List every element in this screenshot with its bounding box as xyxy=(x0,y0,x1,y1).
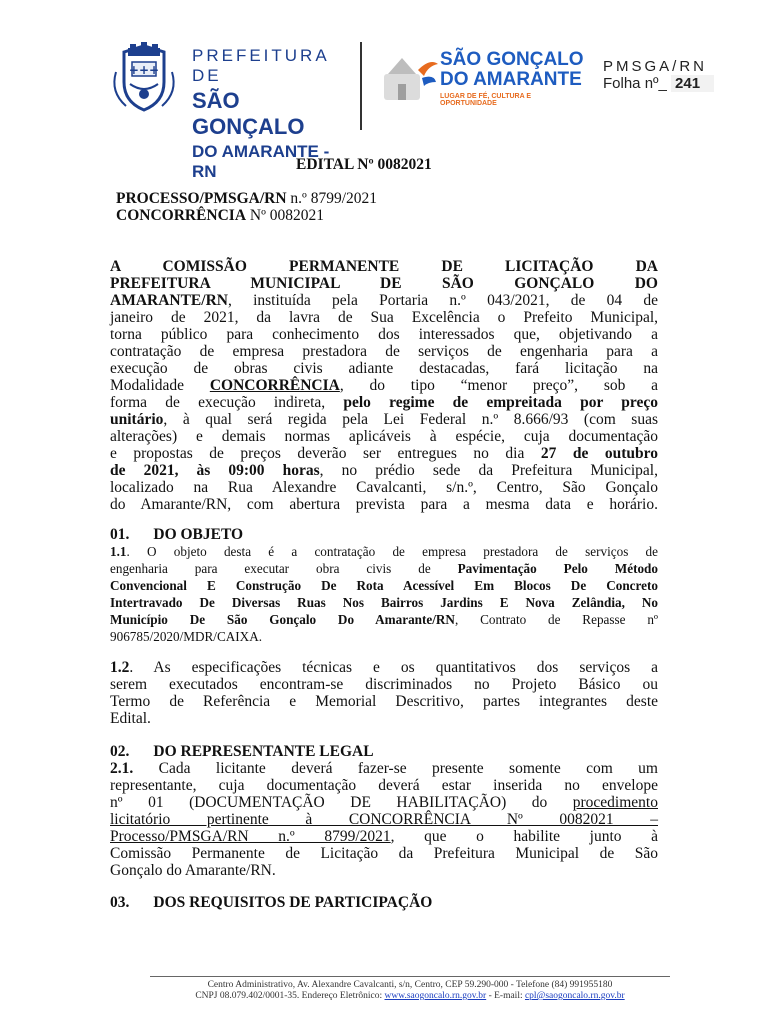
footer-website-link[interactable]: www.saogoncalo.rn.gov.br xyxy=(384,991,487,1001)
p11-line: 906785/2020/MDR/CAIXA. xyxy=(110,629,263,644)
concorrencia-value: Nº 0082021 xyxy=(246,207,325,224)
intro-line: do Amarante/RN, com abertura prevista para a mesma data e horário. xyxy=(110,496,658,513)
intro-bold-text: CONCORRÊNCIA xyxy=(209,377,340,394)
edital-title: EDITAL Nº 0082021 xyxy=(296,156,432,173)
intro-line xyxy=(110,462,658,479)
city-brand-wordmark xyxy=(440,50,585,107)
p21-text: , que o habilite junto à xyxy=(390,828,659,845)
prefeitura-line-2: SÃO GONÇALO xyxy=(192,88,305,139)
brand-line-1: SÃO GONÇALO xyxy=(440,49,584,70)
section-title: DOS REQUISITOS DE PARTICIPAÇÃO xyxy=(153,894,433,911)
intro-line: localizado na Rua Alexandre Cavalcanti, s/n.º, Centro, São Gonçalo xyxy=(110,479,658,496)
intro-text: , à qual será regida pela Lei Federal n.º 8.666/93 (com suas xyxy=(163,411,658,428)
section-title: DO REPRESENTANTE LEGAL xyxy=(153,743,374,760)
intro-text: , instituída pela Portaria n.º 043/2021, de 04 de xyxy=(227,292,658,309)
section-heading-02 xyxy=(110,743,374,761)
footer-rule xyxy=(150,976,670,977)
footer-contact xyxy=(150,991,670,1002)
folha-number: 241 xyxy=(671,75,714,92)
p11-line xyxy=(110,560,658,577)
p12-line: Termo de Referência e Memorial Descritivo, partes integrantes deste xyxy=(110,693,658,710)
p21-line xyxy=(110,828,658,845)
p12-line: serem executados encontram-se discriminados no Projeto Básico ou xyxy=(110,676,658,693)
intro-line xyxy=(110,411,658,428)
footer-email-label: - E-mail: xyxy=(486,991,525,1001)
p11-line xyxy=(110,543,658,560)
paragraph-1-1 xyxy=(110,543,658,645)
p12-line: Edital. xyxy=(110,710,151,727)
concorrencia-label: CONCORRÊNCIA xyxy=(116,207,247,224)
intro-line xyxy=(110,445,658,462)
p21-line: Gonçalo do Amarante/RN. xyxy=(110,862,276,879)
p21-underlined-text: procedimento xyxy=(572,794,658,811)
p21-underlined-text: licitatório pertinente à CONCORRÊNCIA Nº 0082021 – xyxy=(110,811,658,828)
p11-bold-text: Intertravado De Diversas Ruas Nos Bairros Jardins E Nova Zelândia, No xyxy=(110,595,658,610)
intro-line xyxy=(110,292,658,309)
footer-email-link[interactable]: cpl@saogoncalo.rn.gov.br xyxy=(524,991,625,1001)
p21-line xyxy=(110,760,658,777)
p21-text: nº 01 (DOCUMENTAÇÃO DE HABILITAÇÃO) do xyxy=(110,794,573,811)
municipal-crest-logo xyxy=(104,42,184,114)
p11-line xyxy=(110,594,658,611)
p11-text: , Contrato de Repasse nº xyxy=(454,612,659,627)
p21-line: representante, cuja documentação deverá estar inserida no envelope xyxy=(110,777,658,794)
concorrencia-line xyxy=(116,207,324,224)
header-divider xyxy=(360,42,362,130)
processo-line xyxy=(116,190,377,207)
section-number: 01. xyxy=(110,526,130,543)
brand-slogan: LUGAR DE FÉ, CULTURA E OPORTUNIDADE xyxy=(440,93,531,107)
intro-text: forma de execução indireta, xyxy=(110,394,344,411)
item-number: 2.1. xyxy=(110,760,134,777)
page-footer xyxy=(150,980,670,1002)
intro-line xyxy=(110,275,658,292)
intro-line xyxy=(110,258,658,275)
city-brand-icon xyxy=(378,52,440,104)
item-number: 1.2 xyxy=(110,659,130,676)
intro-line: torna público para conhecimento dos interessados que, objetivando a xyxy=(110,326,658,343)
p21-line xyxy=(110,811,658,828)
section-number: 03. xyxy=(110,894,130,911)
p11-bold-text: Município De São Gonçalo Do Amarante/RN xyxy=(110,612,455,627)
p11-text: . O objeto desta é a contratação de empresa prestadora de serviços de xyxy=(126,544,658,559)
intro-text: e propostas de preços deverão ser entregues no dia xyxy=(110,445,541,462)
processo-label: PROCESSO/PMSGA/RN xyxy=(116,190,287,207)
p11-line xyxy=(110,611,658,628)
item-number: 1.1 xyxy=(110,544,127,559)
intro-line: execução de obras civis adiante destacadas, fará licitação na xyxy=(110,360,658,377)
prefeitura-line-3: DO AMARANTE - RN xyxy=(192,142,330,181)
p11-line xyxy=(110,577,658,594)
intro-bold-text: AMARANTE/RN xyxy=(110,292,228,309)
intro-bold-text: de 2021, às 09:00 horas xyxy=(110,462,320,479)
section-heading-03 xyxy=(110,894,432,912)
processo-value: n.º 8799/2021 xyxy=(286,190,378,207)
p12-line xyxy=(110,659,658,676)
intro-text: , do tipo “menor preço”, sob a xyxy=(339,377,658,394)
intro-line: janeiro de 2021, da lavra de Sua Excelência o Prefeito Municipal, xyxy=(110,309,658,326)
p21-underlined-text: Processo/PMSGA/RN n.º 8799/2021 xyxy=(110,828,391,845)
page-stamp xyxy=(603,58,753,92)
folha-label: Folha nº_ xyxy=(603,75,667,92)
footer-cnpj: CNPJ 08.079.402/0001-35. Endereço Eletrônico: xyxy=(195,991,385,1001)
p11-text: engenharia para executar obra civis de xyxy=(110,561,458,576)
intro-line: alterações) e demais normas aplicáveis à espécie, cuja documentação xyxy=(110,428,658,445)
p21-line xyxy=(110,794,658,811)
p11-bold-text: Convencional E Construção De Rota Acessível Em Blocos De Concreto xyxy=(110,578,658,593)
p11-bold-text: Pavimentação Pelo Método xyxy=(457,561,658,576)
intro-line: contratação de empresa prestadora de serviços de engenharia para a xyxy=(110,343,658,360)
section-heading-01 xyxy=(110,526,243,544)
section-number: 02. xyxy=(110,743,130,760)
intro-text: , no prédio sede da Prefeitura Municipal, xyxy=(319,462,658,479)
intro-line xyxy=(110,394,658,411)
intro-paragraph xyxy=(110,258,658,513)
intro-bold-text: PREFEITURA MUNICIPAL DE SÃO GONÇALO DO xyxy=(110,275,658,292)
p21-text: Cada licitante deverá fazer-se presente somente com um xyxy=(133,760,658,777)
intro-bold-text: unitário xyxy=(110,411,164,428)
intro-bold-text: 27 de outubro xyxy=(540,445,659,462)
folha-code: PMSGA/RN xyxy=(603,58,708,75)
intro-text: Modalidade xyxy=(110,377,210,394)
paragraph-1-2 xyxy=(110,659,658,727)
intro-bold-text: pelo regime de empreitada por preço xyxy=(343,394,658,411)
prefeitura-line-1: PREFEITURA DE xyxy=(192,46,329,85)
p12-text: . As especificações técnicas e os quantitativos dos serviços a xyxy=(129,659,658,676)
intro-bold-text: A COMISSÃO PERMANENTE DE LICITAÇÃO DA xyxy=(110,258,658,275)
paragraph-2-1 xyxy=(110,760,658,879)
section-title: DO OBJETO xyxy=(153,526,244,543)
p21-line: Comissão Permanente de Licitação da Prefeitura Municipal de São xyxy=(110,845,658,862)
footer-address: Centro Administrativo, Av. Alexandre Cavalcanti, s/n, Centro, CEP 59.290-000 - Telefone (84) 991955180 xyxy=(207,980,613,990)
svg-text:+++: +++ xyxy=(128,63,160,77)
intro-line xyxy=(110,377,658,394)
brand-line-2: DO AMARANTE xyxy=(440,69,582,90)
